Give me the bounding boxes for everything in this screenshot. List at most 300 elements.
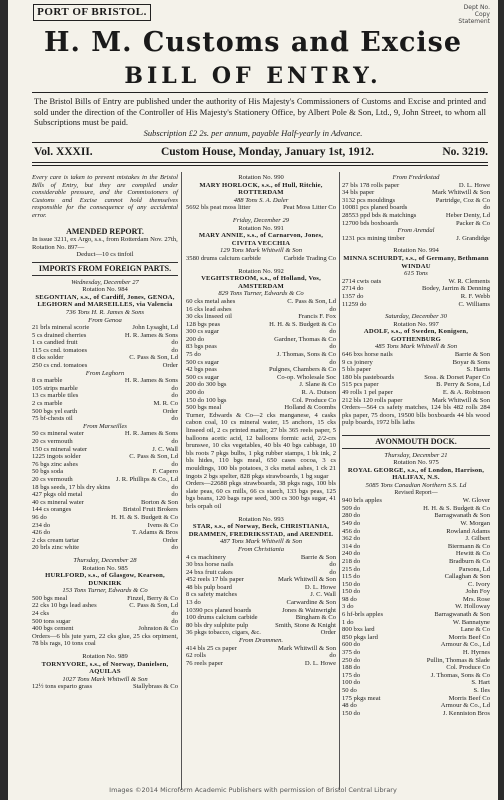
cargo-goods: 800 bxs lard (342, 626, 375, 634)
port-heading: From Arendal (397, 227, 435, 235)
cargo-consignee: do (329, 343, 336, 351)
rotation-number: Rotation No. 985 (82, 564, 128, 572)
cargo-row (186, 622, 336, 630)
cargo-row (32, 491, 178, 499)
cargo-consignee: do (171, 384, 178, 392)
cargo-consignee: M. R. Co (153, 400, 178, 408)
cargo-row (32, 529, 178, 537)
cargo-row (186, 569, 336, 577)
cargo-goods: 150 do 100 bgs (186, 396, 227, 404)
cargo-consignee: Barragwanath & Son (434, 512, 490, 520)
cargo-goods: 42 bgs peas (186, 366, 217, 374)
port-heading: From Fredrikstad (392, 174, 440, 181)
cargo-goods: 1 do (342, 618, 354, 626)
cargo-goods: 1231 pcs mining timber (342, 234, 405, 242)
cargo-list (186, 204, 336, 212)
cargo-consignee: Mark Whitwill & Son (278, 576, 336, 584)
cargo-consignee: Johnston & Co (138, 625, 178, 633)
cargo-consignee: D. L. Howe (304, 583, 336, 591)
cargo-goods: 12700 bds boxboards (342, 219, 399, 227)
cargo-consignee: Soss. & Dorset Paper Co (424, 373, 490, 381)
cargo-consignee: Armour & Co., Ld (440, 702, 490, 710)
cargo-row (32, 362, 178, 370)
cargo-consignee: H. R. James & Sons (124, 331, 178, 339)
cargo-goods: 2 cks cream tartar (32, 536, 80, 544)
cargo-goods: 400 bgs cement (32, 625, 74, 633)
cargo-goods: 27 bls 178 rolls paper (342, 181, 400, 189)
cargo-goods: 515 pcs paper (342, 381, 379, 389)
cargo-goods: 500 bgs yel earth (32, 407, 78, 415)
cargo-goods: 500 cs sugar (186, 358, 219, 366)
cargo-consignee: J. Thomas, Sons & Co (276, 351, 336, 359)
cargo-list (32, 430, 178, 552)
divider (32, 142, 488, 143)
cargo-row (342, 374, 490, 382)
cargo-list (342, 497, 490, 717)
cargo-goods: 250 do (342, 656, 361, 664)
cargo-consignee: do (171, 346, 178, 354)
cargo-consignee: Holland & Coombs (284, 404, 336, 412)
cargo-goods: 1357 do (342, 292, 364, 300)
cargo-consignee: C. Pass & Son, Ld (129, 354, 178, 362)
ship-entry: SEGONTIAN, s.s., of Cardiff, Jones, GENOA, LEGHORN and MARSEILLES, via Valencia (35, 293, 175, 309)
cargo-consignee: do (171, 491, 178, 499)
cargo-consignee: Francis F. Fox (298, 313, 336, 321)
cargo-goods: 180 bls pasteboards (342, 373, 395, 381)
cargo-consignee: J. R. Phillips & Co., Ld (115, 475, 178, 483)
cargo-row (32, 595, 178, 603)
cargo-goods: 175 pkgs meat (342, 694, 381, 702)
cargo-consignee: Lane & Co (460, 626, 490, 634)
ship-entry: HURLFORD, s.s., of Glasgow, Kearson, DUNKIRK (45, 572, 165, 587)
cargo-goods: 12½ tons esparto grass (32, 683, 93, 691)
cargo-goods: 30 bxs horse nails (186, 561, 234, 569)
cargo-consignee: H. H. & S. Budgett & Co (111, 513, 178, 521)
cargo-goods: 375 do (342, 649, 361, 657)
cargo-goods: 30 cks linseed oil (186, 313, 232, 321)
cargo-consignee: Parsons, Ld (458, 565, 490, 573)
cargo-consignee: T. Adams & Bros (131, 529, 178, 537)
cargo-consignee: C. Ivory (468, 580, 490, 588)
cargo-list (342, 235, 490, 243)
date-heading: Wednesday, December 27 (71, 278, 139, 286)
cargo-row (342, 301, 490, 309)
cargo-consignee: H. Hyrnes (462, 649, 490, 657)
cargo-row (342, 664, 490, 672)
cargo-row (342, 505, 490, 513)
cargo-row (186, 336, 336, 344)
port-heading: From Christiania (237, 545, 285, 553)
cargo-consignee: Bodey, Jarrim & Denning (421, 285, 490, 293)
cargo-goods: 20 cs vermouth (32, 475, 73, 483)
cargo-goods: 509 do (342, 504, 361, 512)
cargo-list (186, 255, 336, 263)
cargo-consignee: H. R. James & Sons (124, 430, 178, 438)
cargo-row (32, 602, 178, 610)
cargo-goods: 80 bls dry sulphite pulp (186, 621, 249, 629)
cargo-row (342, 204, 490, 212)
cargo-goods: 8 cks solder (32, 354, 64, 362)
divider (32, 162, 488, 163)
cargo-row (342, 573, 490, 581)
cargo-row (186, 576, 336, 584)
cargo-list (186, 645, 336, 668)
cargo-goods: 75 do (186, 351, 201, 359)
cargo-consignee: Bristol Fruit Brokers (123, 506, 178, 514)
cargo-consignee: do (171, 415, 178, 423)
cargo-row (186, 366, 336, 374)
rotation-number: Rotation No. 993 (238, 515, 284, 523)
cargo-consignee: Order (162, 536, 178, 544)
cargo-row (342, 389, 490, 397)
cargo-row (342, 381, 490, 389)
cargo-consignee: Order (320, 629, 336, 637)
cargo-row (342, 359, 490, 367)
cargo-consignee: C. Pass & Son, Ld (287, 297, 336, 305)
cargo-consignee: do (329, 568, 336, 576)
cargo-consignee: Callaghan & Son (444, 573, 490, 581)
cargo-goods: 414 bls 25 cs paper (186, 644, 237, 652)
cargo-consignee: J. Thomas, Sons & Co (430, 671, 490, 679)
cargo-list (32, 324, 178, 370)
cargo-consignee: S. Iles (473, 687, 490, 694)
cargo-consignee: do (171, 438, 178, 445)
cargo-consignee: W. R. Clements (448, 277, 490, 285)
cargo-row (342, 702, 490, 710)
cargo-row (342, 634, 490, 642)
cargo-consignee: F. Capero (152, 468, 178, 476)
ship-entry: TORNYVORE, s.s., of Norway, Danielsen, AQUILAS (41, 660, 169, 676)
column-separator (339, 172, 340, 790)
tonnage: 488 Tons S. A. Daler (233, 196, 289, 204)
cargo-consignee: C. Pass & Son, Ld (129, 453, 178, 461)
cargo-goods: 83 bgs peas (186, 343, 217, 351)
cargo-consignee: Col. Produce Co (292, 396, 336, 404)
cargo-row (186, 599, 336, 607)
cargo-row (186, 381, 336, 389)
cargo-row (32, 476, 178, 484)
amended-title: AMENDED REPORT. (66, 226, 144, 236)
cargo-row (342, 220, 490, 228)
cargo-goods: 75 bf-chests oil (32, 415, 73, 423)
cargo-consignee: Mark Whitwill & Son (278, 644, 336, 652)
cargo-goods: 150 cs mineral water (32, 445, 88, 453)
ship-entry: MARY ANNIE, s.s., of Carnarvon, Jones, CIVITA VECCHIA (198, 232, 324, 247)
tonnage: 485 Tons Mark Whitwill & Son (374, 343, 457, 351)
cargo-row (32, 484, 178, 492)
cargo-goods: 8 cs marble (32, 377, 63, 385)
cargo-row (186, 614, 336, 622)
cargo-consignee: H. H. & S. Budgett & Co (423, 504, 490, 512)
cargo-consignee: Order (162, 362, 178, 370)
cargo-consignee: J. C. Wall (152, 445, 178, 453)
cargo-goods: 500 bgs meal (186, 404, 222, 412)
cargo-goods: 234 do (32, 521, 51, 529)
cargo-consignee: Rowland Adams (446, 527, 490, 535)
cargo-row (32, 537, 178, 545)
cargo-consignee: J. C. Wall (310, 591, 336, 599)
cargo-goods: 115 do (342, 573, 360, 581)
cargo-consignee: Heber Denty, Ld (445, 211, 490, 219)
cargo-consignee: Gardner, Thomas & Co (274, 335, 336, 343)
cargo-goods: 427 pkgs old metal (32, 491, 83, 499)
orders-text: Orders—6 bls jute yarn, 22 cks glue, 25 cks orpiment, 78 bls rags, 10 tons coal (32, 632, 178, 648)
ship-entry: STAR, s.s., of Norway, Beck, CHRISTIANIA, DRAMMEN, FREDRIKSSTAD, and ARENDEL (188, 523, 334, 538)
cargo-row (186, 389, 336, 397)
cargo-row (342, 535, 490, 543)
cargo-row (32, 618, 178, 626)
corner-line: Copy (474, 11, 490, 18)
port-heading: From Leghorn (85, 369, 125, 377)
cargo-consignee: Order (162, 407, 178, 415)
cargo-row (32, 453, 178, 461)
cargo-row (32, 415, 178, 423)
cargo-row (32, 347, 178, 355)
cargo-goods: 76 reels paper (186, 659, 223, 667)
column-3 (342, 174, 490, 717)
cargo-goods: 48 do (342, 702, 357, 710)
tonnage: 736 Tons H. R. James & Sons (65, 308, 145, 316)
cargo-row (186, 298, 336, 306)
cargo-goods: 50 cs mineral water (32, 430, 84, 438)
cargo-goods: 48 bls pulp board (186, 583, 232, 591)
cargo-consignee: Morris Beef Co (448, 633, 490, 641)
cargo-goods: 16 cks lead ashes (186, 305, 232, 313)
cargo-goods: 144 cs oranges (32, 506, 72, 514)
cargo-goods: 150 do (342, 588, 361, 596)
masthead-subtitle: BILL OF ENTRY. (124, 63, 382, 89)
cargo-row (342, 603, 490, 611)
orders-text: Orders—22688 pkgs strawboards, 38 pkgs rags, 100 bls slate peas, 60 cs mills, 66 cs starch, 133 bgs peas, 125 bgs beans, 120 bags rape seed, 300 cs 300 bgs sugar, 41 brls orpah oil (186, 480, 336, 510)
issue-number: No. 3219. (442, 146, 488, 158)
cargo-goods: 362 do (342, 535, 361, 543)
cargo-row (342, 672, 490, 680)
tonnage: 487 Tons Mark Whitwill & Son (219, 538, 302, 546)
revised-label: Revised Report— (394, 489, 438, 496)
cargo-goods: 22 cks 10 bgs lead ashes (32, 602, 97, 610)
cargo-consignee: W. Morgan (460, 519, 490, 527)
cargo-goods: 20 brls zinc white (32, 544, 80, 552)
cargo-goods: 115 cs cnd. tomatoes (32, 346, 88, 354)
cargo-consignee: W. Holloway (455, 603, 490, 611)
divider (32, 92, 488, 93)
cargo-goods: 250 cs cnd. tomatoes (32, 362, 88, 370)
cargo-consignee: Stallybrass & Co (132, 683, 178, 691)
cargo-goods: 98 do (342, 595, 357, 603)
port-heading: From Marseilles (83, 422, 127, 430)
cargo-goods: 5 cs drained cherries (32, 331, 87, 339)
cargo-row (32, 625, 178, 633)
cargo-row (32, 610, 178, 618)
cargo-goods: 200 do 300 bgs (186, 381, 227, 389)
cargo-consignee: Ivens & Co (147, 521, 178, 529)
cargo-row (342, 558, 490, 566)
cargo-goods: 500 cs sugar (186, 373, 219, 381)
cargo-goods: 5692 bls peat moss litter (186, 204, 251, 212)
cargo-row (342, 278, 490, 286)
cargo-goods: 8 cs safety matches (186, 591, 238, 599)
rotation-number: Rotation No. 991 (238, 224, 284, 232)
cargo-consignee: do (171, 460, 178, 468)
cargo-consignee: do (171, 544, 178, 552)
cargo-goods: 13 do (186, 599, 201, 607)
cargo-consignee: Morris Beef Co (448, 694, 490, 702)
cargo-goods: 500 tons sugar (32, 617, 71, 625)
cargo-list (342, 182, 490, 228)
cargo-row (186, 660, 336, 668)
corner-line: Dept No. (463, 4, 490, 11)
cargo-goods: 280 do (342, 512, 361, 520)
cargo-row (342, 197, 490, 205)
divider (32, 165, 488, 166)
cargo-row (32, 392, 178, 400)
date-heading: Thursday, December 21 (384, 451, 448, 459)
cargo-goods: 5 bls paper (342, 366, 371, 374)
cargo-consignee: Pulgnes, Chambers & Co (268, 366, 336, 374)
cargo-row (186, 629, 336, 637)
cargo-row (342, 189, 490, 197)
cargo-row (342, 581, 490, 589)
cargo-row (186, 554, 336, 562)
cargo-consignee: do (171, 610, 178, 618)
cargo-row (186, 351, 336, 359)
cargo-consignee: E. & A. Robinson (442, 389, 490, 397)
cargo-consignee: Boyar & Sons (452, 358, 490, 366)
cargo-goods: 500 bgs meal (32, 594, 68, 602)
cargo-consignee: J. Gilbert (465, 535, 490, 543)
cargo-goods: 50 bgs soda (32, 468, 64, 476)
cargo-list (32, 595, 178, 633)
cargo-row (342, 397, 490, 405)
cargo-consignee: do (329, 652, 336, 660)
cargo-row (342, 366, 490, 374)
cargo-row (32, 522, 178, 530)
cargo-row (342, 695, 490, 703)
cargo-row (186, 584, 336, 592)
cargo-row (342, 293, 490, 301)
masthead-title: H. M. Customs and Excise (43, 27, 463, 58)
cargo-row (342, 351, 490, 359)
cargo-goods: 62 rolls (186, 652, 206, 660)
cargo-goods: 4 cs machinery (186, 553, 226, 561)
cargo-row (342, 543, 490, 551)
section-title: AVONMOUTH DOCK. (342, 435, 490, 449)
cargo-row (342, 235, 490, 243)
cargo-consignee: Co-op. Wholesale Soc (276, 373, 336, 381)
cargo-goods: 3 do (342, 603, 354, 611)
cargo-row (32, 499, 178, 507)
cargo-goods: 1225 ingots solder (32, 453, 81, 461)
cargo-row (186, 374, 336, 382)
rotation-number: Rotation No. 990 (238, 174, 284, 181)
cargo-row (342, 611, 490, 619)
consignment-text: Turner, Edwards & Co—2 cks manganese, 4 casks cabon coal, 10 cs mineral water, 15 anchors, 15 cks linseed oil, 2 cs printed matter, 27 bls 365 reels paper, 5 balloons acetic acid, 12 balloons formic acid, 2/2-crs brunswe, 10 cks vegetables, 40 bls 40 bgs cabbage, 10 bls roots 7 pkgs bulbs, 1 pkg rubber stamps, 1 bk ink, 2 bls hides, 110 bgs meal, 650 cases cocoa, 3 cs mouldings, 100 bls potatoes, 3 cks metal ashes, 1 ck 21 ingots 2 bgs spelter, 828 pkgs strawboards, 1 bg sugar (186, 411, 336, 480)
cargo-goods: 20 cs vermouth (32, 438, 73, 445)
subscription-line: Subscription £2 2s. per annum, payable Half-yearly in Advance. (143, 128, 363, 138)
cargo-goods: 2 cs marble (32, 400, 63, 408)
cargo-row (32, 461, 178, 469)
cargo-goods: 426 do (32, 529, 51, 537)
cargo-goods: 215 do (342, 565, 361, 573)
cargo-goods: 128 bgs peas (186, 320, 221, 328)
dateline: Custom House, Monday, January 1st, 1912. (160, 146, 375, 158)
tonnage: 829 Tons Turner, Edwards & Co (218, 290, 304, 298)
cargo-row (186, 313, 336, 321)
cargo-consignee: Borton & Son (140, 498, 178, 506)
cargo-row (186, 561, 336, 569)
volume-line (34, 146, 488, 158)
cargo-goods: 34 bls paper (342, 189, 375, 197)
cargo-row (342, 520, 490, 528)
cargo-consignee: Barrie & Son (454, 351, 490, 359)
cargo-row (186, 343, 336, 351)
cargo-row (32, 430, 178, 438)
port-heading: From Genoa (88, 316, 122, 324)
cargo-consignee: Peat Moss Litter Co (283, 204, 336, 212)
ship-entry: ROYAL GEORGE, s.s., of London, Harrison, HALIFAX, N.S. (347, 466, 485, 482)
footer-credit: Images ©2014 Microform Academic Publishers with permission of Bristol Central Library (109, 786, 397, 794)
rotation-number: Rotation No. 984 (82, 286, 128, 294)
cargo-consignee: R. F. Webb (460, 292, 490, 300)
cargo-goods: 175 do (342, 671, 361, 679)
ship-entry: MINNA SCHURDT, s.s., of Germany, Bethmann WINDAU (343, 254, 489, 270)
cargo-list (342, 351, 490, 404)
cargo-row (186, 306, 336, 314)
cargo-goods: 150 do (342, 580, 361, 588)
cargo-row (186, 321, 336, 329)
cargo-row (342, 212, 490, 220)
cargo-consignee: S. Harris (466, 366, 490, 374)
cargo-row (32, 354, 178, 362)
cargo-goods: 9 cs joinery (342, 358, 373, 366)
cargo-row (186, 652, 336, 660)
cargo-list (186, 298, 336, 412)
cargo-row (342, 649, 490, 657)
cargo-row (186, 397, 336, 405)
cargo-consignee: Biermann & Co (447, 542, 490, 550)
cargo-consignee: Bingham & Co (295, 614, 336, 622)
cargo-row (342, 641, 490, 649)
intro-paragraph: The Bristol Bills of Entry are published under the authority of His Majesty's Commissioners of Customs and Excise and printed and sold under the direction of the Controller of His Majesty's Stationery Office, by Albert Pole & Son, Ltd., 9, John Street, to whom all Subscriptions must be paid. (34, 96, 486, 127)
cargo-consignee: do (329, 561, 336, 569)
cargo-goods: 36 pkgs tobacco, cigars, &c. (186, 629, 261, 637)
cargo-row (186, 255, 336, 263)
cargo-goods: 49 rolls 1 pel paper (342, 389, 393, 397)
cargo-goods: 188 do (342, 664, 361, 672)
cargo-row (342, 657, 490, 665)
cargo-consignee: D. L. Howe (458, 181, 490, 189)
cargo-row (342, 596, 490, 604)
cargo-row (32, 385, 178, 393)
volume: Vol. XXXII. (34, 146, 93, 158)
cargo-goods: 24 bxs fruit cakes (186, 568, 233, 576)
cargo-consignee: do (171, 339, 178, 347)
cargo-goods: 10081 pcs planed boards (342, 204, 408, 212)
cargo-row (32, 332, 178, 340)
cargo-list (342, 278, 490, 308)
amended-deduct: Deduct—10 cs tinfoil (76, 251, 134, 259)
cargo-row (342, 512, 490, 520)
cargo-goods: 850 pkgs lard (342, 633, 378, 641)
tonnage: 615 Tons (404, 270, 428, 278)
cargo-row (32, 506, 178, 514)
cargo-consignee: Mark Whitwill & Son (432, 189, 490, 197)
column-2 (186, 174, 336, 667)
cargo-goods: 940 brls apples (342, 497, 382, 505)
column-1 (32, 174, 178, 691)
cargo-row (32, 400, 178, 408)
cargo-consignee: Finzel, Berry & Co (127, 594, 178, 602)
